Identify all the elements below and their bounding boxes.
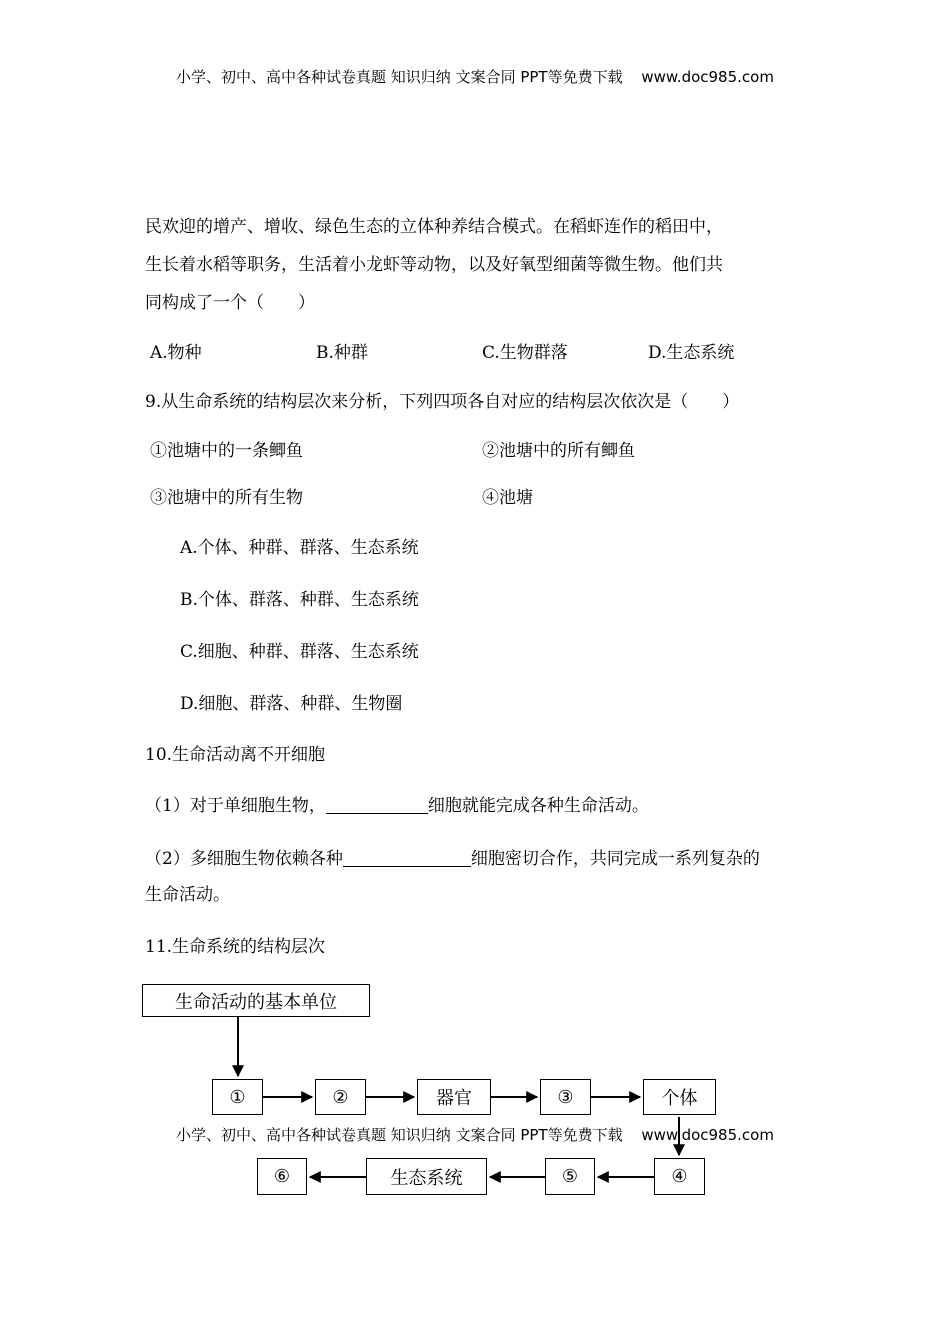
q9-option-d: D.细胞、群落、种群、生物圈 [180, 694, 403, 714]
q8-line-2: 生长着水稻等职务，生活着小龙虾等动物，以及好氧型细菌等微生物。他们共 [145, 255, 723, 275]
page-footer-watermark [0, 1124, 950, 1145]
q8-line-1: 民欢迎的增产、增收、绿色生态的立体种养结合模式。在稻虾连作的稻田中， [145, 217, 723, 237]
q10-part-1-after: 细胞就能完成各种生命活动。 [427, 796, 649, 816]
q9-item-1: ①池塘中的一条鲫鱼 [150, 441, 303, 461]
box-blank-3: ③ [540, 1079, 591, 1115]
q8-option-b: B.种群 [316, 343, 368, 363]
box-ecosystem: 生态系统 [366, 1158, 487, 1195]
q9-item-3: ③池塘中的所有生物 [150, 488, 303, 508]
box-organ: 器官 [417, 1079, 491, 1115]
q11-stem: 11.生命系统的结构层次 [145, 937, 326, 957]
q10-part-2-before: （2）多细胞生物依赖各种 [145, 849, 343, 869]
q8-option-c: C.生物群落 [482, 343, 568, 363]
q10-part-2-cont: 生命活动。 [145, 885, 230, 905]
q9-option-b: B.个体、群落、种群、生态系统 [180, 590, 419, 610]
q10-part-1-before: （1）对于单细胞生物， [145, 796, 326, 816]
box-blank-2: ② [315, 1079, 366, 1115]
box-blank-5: ⑤ [545, 1158, 595, 1195]
q9-stem: 9.从生命系统的结构层次来分析，下列四项各自对应的结构层次依次是（ ） [145, 392, 740, 412]
q9-option-a: A.个体、种群、群落、生态系统 [180, 538, 419, 558]
q10-part-2-after: 细胞密切合作，共同完成一系列复杂的 [470, 849, 760, 869]
q8-line-3: 同构成了一个（ ） [145, 293, 315, 313]
q9-item-2: ②池塘中的所有鲫鱼 [482, 441, 635, 461]
box-blank-4: ④ [654, 1158, 705, 1195]
header-url: www.doc985.com [641, 68, 774, 86]
box-basic-unit: 生命活动的基本单位 [142, 984, 370, 1017]
q8-option-a: A.物种 [150, 343, 202, 363]
footer-text: 小学、初中、高中各种试卷真题 知识归纳 文案合同 PPT等免费下载 [176, 1126, 623, 1144]
box-individual: 个体 [643, 1079, 716, 1115]
q9-item-4: ④池塘 [482, 488, 533, 508]
footer-url: www.doc985.com [641, 1126, 774, 1144]
header-text: 小学、初中、高中各种试卷真题 知识归纳 文案合同 PPT等免费下载 [176, 68, 623, 86]
q8-option-d: D.生态系统 [648, 343, 735, 363]
box-blank-6: ⑥ [257, 1158, 307, 1195]
box-blank-1: ① [212, 1079, 263, 1115]
q10-stem: 10.生命活动离不开细胞 [145, 745, 326, 765]
q9-option-c: C.细胞、种群、群落、生态系统 [180, 642, 419, 662]
